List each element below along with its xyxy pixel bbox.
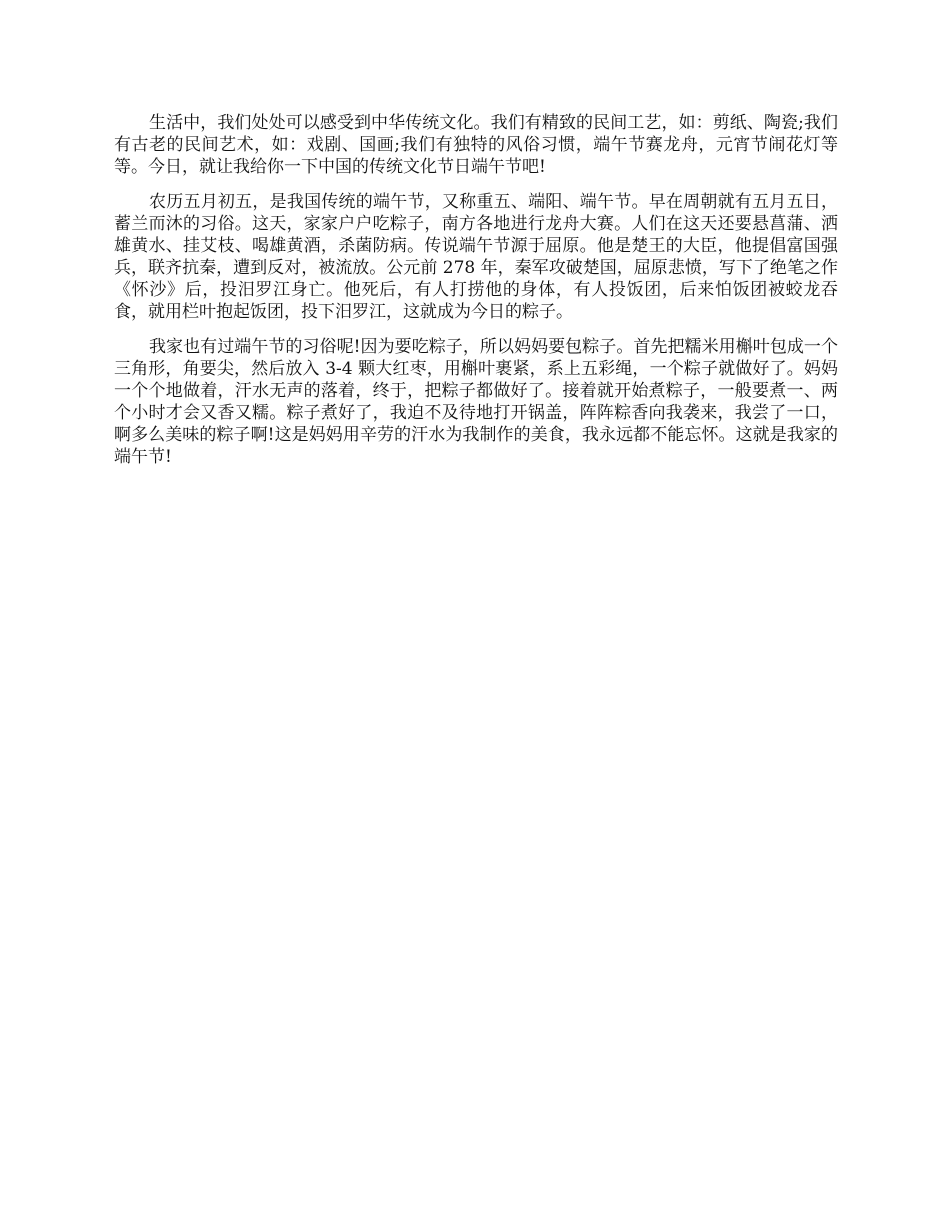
paragraph-family: 我家也有过端午节的习俗呢!因为要吃粽子，所以妈妈要包粽子。首先把糯米用槲叶包成一个三角形，角要尖，然后放入 3-4 颗大红枣，用槲叶裹紧，系上五彩绳，一个粽子就做好了。妈妈一个个地做着，汗水无声的落着，终于，把粽子都做好了。接着就开始煮粽子，一般要煮一、两个小时才会又香又糯。粽子煮好了，我迫不及待地打开锅盖，阵阵粽香向我袭来，我尝了一口，啊多么美味的粽子啊!这是妈妈用辛劳的汗水为我制作的美食，我永远都不能忘怀。这就是我家的端午节! <box>114 337 838 467</box>
document-body <box>114 112 838 481</box>
paragraph-history: 农历五月初五，是我国传统的端午节，又称重五、端阳、端午节。早在周朝就有五月五日，蓄兰而沐的习俗。这天，家家户户吃粽子，南方各地进行龙舟大赛。人们在这天还要悬菖蒲、洒雄黄水、挂艾枝、喝雄黄酒，杀菌防病。传说端午节源于屈原。他是楚王的大臣，他提倡富国强兵，联齐抗秦，遭到反对，被流放。公元前 278 年，秦军攻破楚国，屈原悲愤，写下了绝笔之作《怀沙》后，投汨罗江身亡。他死后，有人打捞他的身体，有人投饭团，后来怕饭团被蛟龙吞食，就用栏叶抱起饭团，投下汨罗江，这就成为今日的粽子。 <box>114 192 838 322</box>
paragraph-intro: 生活中，我们处处可以感受到中华传统文化。我们有精致的民间工艺，如：剪纸、陶瓷;我们有古老的民间艺术，如：戏剧、国画;我们有独特的风俗习惯，端午节赛龙舟，元宵节闹花灯等等。今日，就让我给你一下中国的传统文化节日端午节吧! <box>114 113 838 177</box>
